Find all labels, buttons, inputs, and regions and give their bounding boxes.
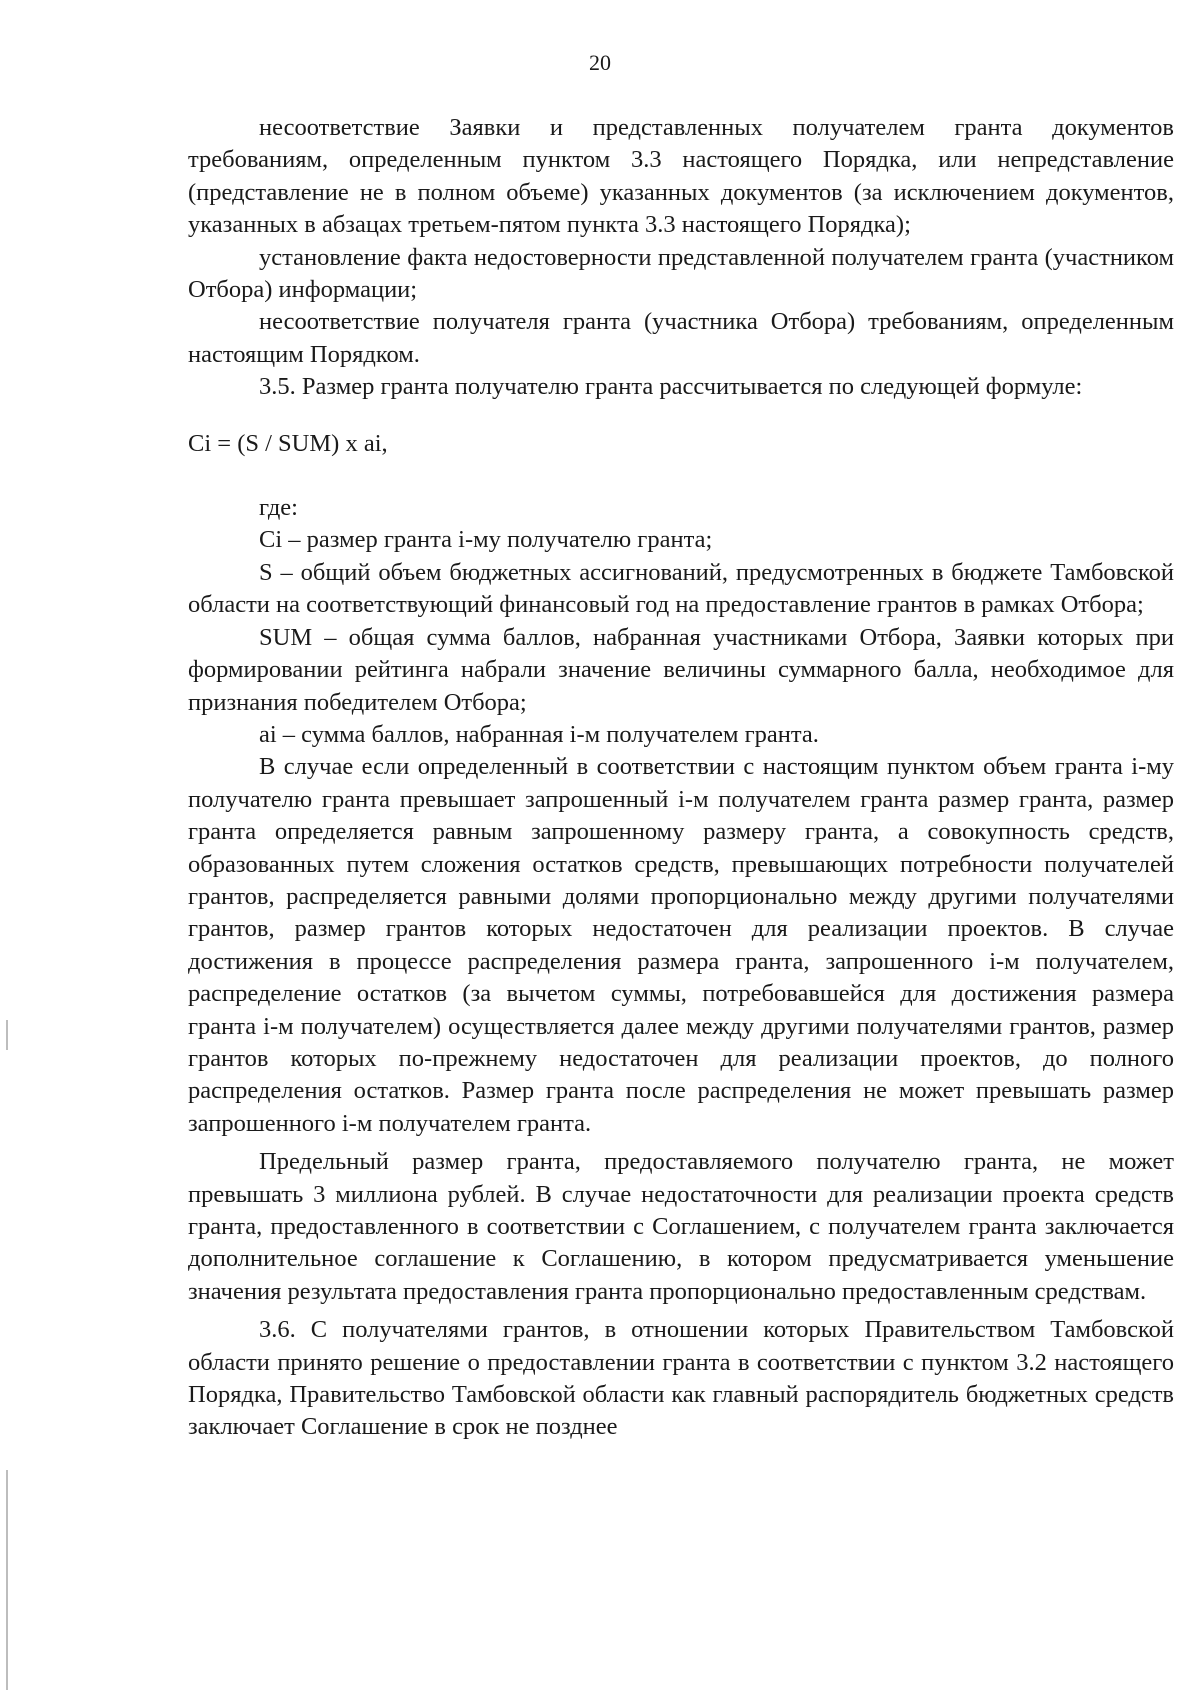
page-number: 20 <box>589 50 611 75</box>
scan-edge-mark <box>6 1020 8 1050</box>
document-body <box>188 112 1174 1444</box>
grant-formula: Ci = (S / SUM) x ai, <box>188 429 388 457</box>
definition-item: SUM – общая сумма баллов, набранная участниками Отбора, Заявки которых при формировании рейтинга набрали значение величины суммарного балла, необходимое для признания победителем Отбора; <box>188 623 1174 716</box>
paragraph: В случае если определенный в соответствии с настоящим пунктом объем гранта i-му получателю гранта превышает запрошенный i-м получателем гранта размер гранта, размер гранта определяется равным запрошенному размеру гранта, а совокупность средств, образованных путем сложения остатков средств, превышающих потребности получателей грантов, распределяется равными долями пропорционально между другими получателями грантов, размер грантов которых недостаточен для реализации проектов. В случае достижения в процессе распределения размера гранта, запрошенного i-м получателем, распределение остатков (за вычетом суммы, потребовавшейся для достижения размера гранта i-м получателем) осуществляется далее между другими получателями грантов, размер грантов которых по-прежнему недостаточен для реализации проектов, до полного распределения остатков. Размер гранта после распределения не может превышать размер запрошенного i-м получателем гранта. <box>188 753 1174 1137</box>
scan-edge-mark <box>6 1470 8 1690</box>
paragraph: установление факта недостоверности представленной получателем гранта (участником Отбора) информации; <box>188 243 1174 304</box>
paragraph: Предельный размер гранта, предоставляемого получателю гранта, не может превышать 3 миллиона рублей. В случае недостаточности для реализации проекта средств гранта, предоставленного в соответствии с Соглашением, с получателем гранта заключается дополнительное соглашение к Соглашению, в котором предусматривается уменьшение значения результата предоставления гранта пропорционально предоставленным средствам. <box>188 1148 1174 1305</box>
definition-item: ai – сумма баллов, набранная i-м получателем гранта. <box>259 720 819 748</box>
paragraph: 3.5. Размер гранта получателю гранта рассчитывается по следующей формуле: <box>259 373 1083 401</box>
definition-item: Ci – размер гранта i-му получателю гранта; <box>259 526 713 554</box>
paragraph: несоответствие Заявки и представленных получателем гранта документов требованиям, определенным пунктом 3.3 настоящего Порядка, или непредставление (представление не в полном объеме) указанных документов (за исключением документов, указанных в абзацах третьем-пятом пункта 3.3 настоящего Порядка); <box>188 114 1174 239</box>
definition-item: S – общий объем бюджетных ассигнований, предусмотренных в бюджете Тамбовской области на соответствующий финансовый год на предоставление грантов в рамках Отбора; <box>188 558 1174 619</box>
definition-intro: где: <box>259 494 298 522</box>
paragraph: 3.6. С получателями грантов, в отношении которых Правительством Тамбовской области принято решение о предоставлении гранта в соответствии с пунктом 3.2 настоящего Порядка, Правительство Тамбовской области как главный распорядитель бюджетных средств заключает Соглашение в срок не позднее <box>188 1316 1174 1441</box>
paragraph: несоответствие получателя гранта (участника Отбора) требованиям, определенным настоящим Порядком. <box>188 308 1174 368</box>
